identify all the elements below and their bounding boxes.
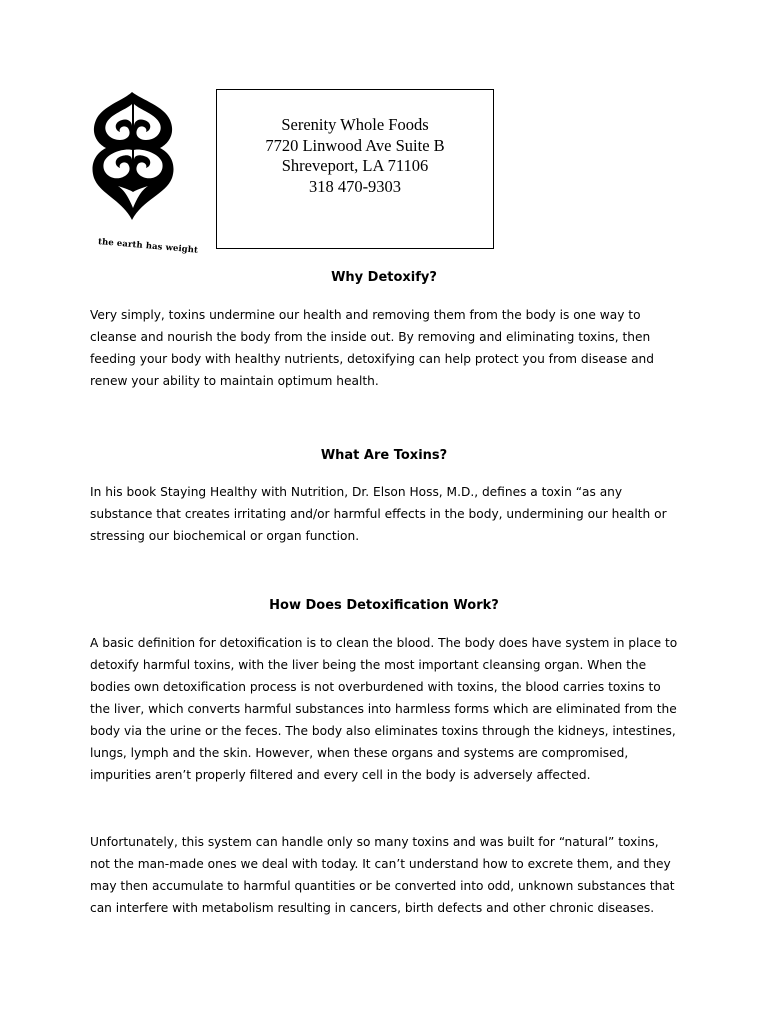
- store-name: Serenity Whole Foods: [281, 115, 429, 134]
- heading-how-detox-works: How Does Detoxification Work?: [269, 598, 499, 613]
- paragraph-how-detox-works: [90, 632, 690, 786]
- paragraph-system-limits: [90, 831, 690, 919]
- paragraph-line: not the man-made ones we deal with today. It can’t understand how to excrete them, and they: [90, 857, 671, 871]
- paragraph-line: renew your ability to maintain optimum health.: [90, 374, 379, 388]
- store-phone: 318 470-9303: [308, 176, 402, 196]
- heading-why-detoxify: Why Detoxify?: [331, 270, 437, 285]
- paragraph-line: may then accumulate to harmful quantities or be converted into odd, unknown substances that: [90, 879, 675, 893]
- paragraph-line: can interfere with metabolism resulting in cancers, birth defects and other chronic diseases.: [90, 901, 655, 915]
- paragraph-line: body via the urine or the feces. The body also eliminates toxins through the kidneys, intestines,: [90, 724, 676, 738]
- paragraph-line: Very simply, toxins undermine our health and removing them from the body is one way to: [90, 308, 641, 322]
- adinkra-symbol-icon: [88, 90, 180, 222]
- paragraph-line: substance that creates irritating and/or harmful effects in the body, undermining our health or: [90, 507, 667, 521]
- paragraph-line: impurities aren’t properly filtered and every cell in the body is adversely affected.: [90, 768, 591, 782]
- paragraph-line: A basic definition for detoxification is to clean the blood. The body does have system in place to: [90, 636, 678, 650]
- paragraph-line: feeding your body with healthy nutrients, detoxifying can help protect you from disease and: [90, 352, 655, 366]
- address-box: [216, 89, 494, 249]
- logo: [84, 88, 204, 258]
- paragraph-line: bodies own detoxification process is not overburdened with toxins, the blood carries toxins to: [90, 680, 661, 694]
- store-street: 7720 Linwood Ave Suite B: [265, 135, 445, 155]
- paragraph-line: Unfortunately, this system can handle only so many toxins and was built for “natural” toxins,: [90, 835, 659, 849]
- logo-caption: the earth has weight: [97, 237, 199, 256]
- paragraph-line: In his book Staying Healthy with Nutrition, Dr. Elson Hoss, M.D., defines a toxin “as any: [90, 485, 623, 499]
- paragraph-line: cleanse and nourish the body from the inside out. By removing and eliminating toxins, then: [90, 330, 651, 344]
- paragraph-why-detoxify: [90, 304, 690, 392]
- paragraph-line: the liver, which converts harmful substances into harmless forms which are eliminated from the: [90, 702, 677, 716]
- paragraph-line: lungs, lymph and the skin. However, when these organs and systems are compromised,: [90, 746, 629, 760]
- paragraph-what-are-toxins: [90, 481, 690, 547]
- paragraph-line: stressing our biochemical or organ function.: [90, 529, 360, 543]
- heading-what-are-toxins: What Are Toxins?: [320, 448, 448, 463]
- store-city: Shreveport, LA 71106: [281, 156, 429, 175]
- paragraph-line: detoxify harmful toxins, with the liver being the most important cleansing organ. When the: [90, 658, 647, 672]
